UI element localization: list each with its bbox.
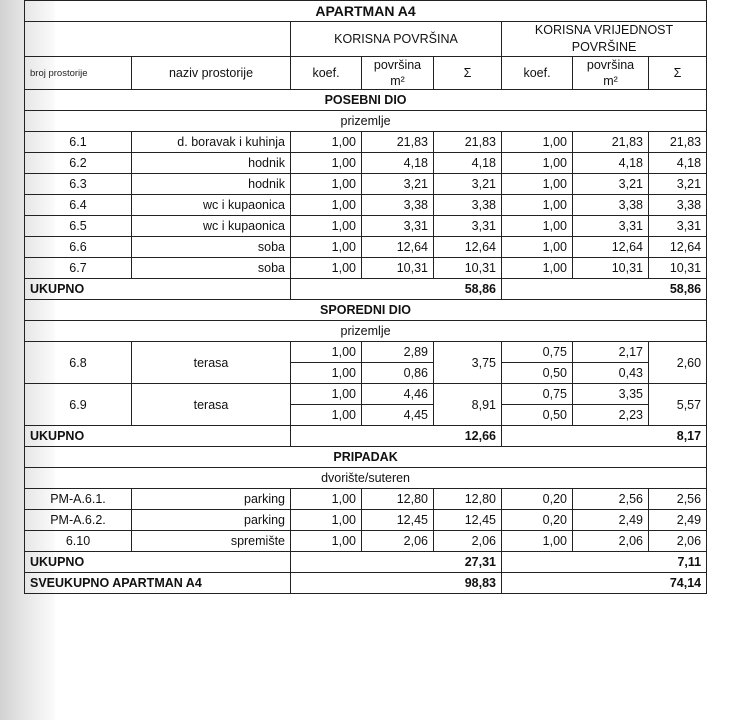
sum-value-cell: 3,21 xyxy=(649,174,707,195)
table-row xyxy=(25,174,707,195)
area-cell: 4,46 xyxy=(362,384,434,405)
sum-value-cell: 2,49 xyxy=(649,510,707,531)
sum-cell: 3,21 xyxy=(434,174,502,195)
area-cell: 21,83 xyxy=(362,132,434,153)
col-koef-1: koef. xyxy=(291,57,362,90)
floor-label: prizemlje xyxy=(25,111,707,132)
koef-cell: 1,00 xyxy=(291,405,362,426)
section-title-row xyxy=(25,90,707,111)
room-number: PM-A.6.1. xyxy=(25,489,132,510)
room-name: d. boravak i kuhinja xyxy=(132,132,291,153)
sum-cell: 3,31 xyxy=(434,216,502,237)
floor-row xyxy=(25,468,707,489)
floor-row xyxy=(25,321,707,342)
col-naziv: naziv prostorije xyxy=(132,57,291,90)
total-vrijednost: 74,14 xyxy=(502,573,707,594)
koef-value-cell: 1,00 xyxy=(502,531,573,552)
total-korisna: 27,31 xyxy=(291,552,502,573)
section-title: SPOREDNI DIO xyxy=(25,300,707,321)
sum-value-cell: 3,38 xyxy=(649,195,707,216)
koef-value-cell: 0,20 xyxy=(502,489,573,510)
area-value-cell: 2,49 xyxy=(573,510,649,531)
table-row xyxy=(25,216,707,237)
floor-label: prizemlje xyxy=(25,321,707,342)
area-value-cell: 4,18 xyxy=(573,153,649,174)
table-row xyxy=(25,384,707,405)
area-value-cell: 12,64 xyxy=(573,237,649,258)
area-cell: 12,45 xyxy=(362,510,434,531)
sum-value-cell: 5,57 xyxy=(649,384,707,426)
section-title: PRIPADAK xyxy=(25,447,707,468)
koef-value-cell: 0,50 xyxy=(502,363,573,384)
koef-cell: 1,00 xyxy=(291,237,362,258)
koef-value-cell: 0,75 xyxy=(502,342,573,363)
area-value-cell: 3,38 xyxy=(573,195,649,216)
col-sum-1: Σ xyxy=(434,57,502,90)
area-value-cell: 2,06 xyxy=(573,531,649,552)
sum-cell: 12,80 xyxy=(434,489,502,510)
area-cell: 3,38 xyxy=(362,195,434,216)
area-value-cell: 2,23 xyxy=(573,405,649,426)
koef-cell: 1,00 xyxy=(291,510,362,531)
room-number: 6.2 xyxy=(25,153,132,174)
room-name: wc i kupaonica xyxy=(132,195,291,216)
koef-value-cell: 1,00 xyxy=(502,237,573,258)
koef-cell: 1,00 xyxy=(291,384,362,405)
table-row xyxy=(25,258,707,279)
room-name: spremište xyxy=(132,531,291,552)
total-label: SVEUKUPNO APARTMAN A4 xyxy=(25,573,291,594)
room-number: 6.6 xyxy=(25,237,132,258)
room-name: parking xyxy=(132,510,291,531)
area-cell: 4,45 xyxy=(362,405,434,426)
vrijednost-header: KORISNA VRIJEDNOST POVRŠINE xyxy=(502,22,707,57)
title-row xyxy=(25,1,707,22)
room-number: PM-A.6.2. xyxy=(25,510,132,531)
sum-value-cell: 2,56 xyxy=(649,489,707,510)
table-row xyxy=(25,489,707,510)
total-vrijednost: 8,17 xyxy=(502,426,707,447)
room-name: terasa xyxy=(132,342,291,384)
koef-cell: 1,00 xyxy=(291,174,362,195)
koef-value-cell: 0,50 xyxy=(502,405,573,426)
total-vrijednost: 58,86 xyxy=(502,279,707,300)
area-value-cell: 10,31 xyxy=(573,258,649,279)
total-korisna: 12,66 xyxy=(291,426,502,447)
table-row xyxy=(25,531,707,552)
total-row xyxy=(25,279,707,300)
area-value-cell: 0,43 xyxy=(573,363,649,384)
apartment-title: APARTMAN A4 xyxy=(25,1,707,22)
koef-cell: 1,00 xyxy=(291,258,362,279)
room-name: hodnik xyxy=(132,153,291,174)
koef-value-cell: 1,00 xyxy=(502,174,573,195)
koef-value-cell: 1,00 xyxy=(502,153,573,174)
area-value-cell: 2,56 xyxy=(573,489,649,510)
room-name: wc i kupaonica xyxy=(132,216,291,237)
sum-cell: 12,64 xyxy=(434,237,502,258)
area-value-cell: 21,83 xyxy=(573,132,649,153)
sum-value-cell: 2,60 xyxy=(649,342,707,384)
section-title-row xyxy=(25,447,707,468)
koef-cell: 1,00 xyxy=(291,342,362,363)
sum-cell: 4,18 xyxy=(434,153,502,174)
sum-value-cell: 12,64 xyxy=(649,237,707,258)
area-cell: 12,80 xyxy=(362,489,434,510)
total-label: UKUPNO xyxy=(25,426,291,447)
total-korisna: 58,86 xyxy=(291,279,502,300)
room-name: terasa xyxy=(132,384,291,426)
floor-label: dvorište/suteren xyxy=(25,468,707,489)
section-title-row xyxy=(25,300,707,321)
area-cell: 2,89 xyxy=(362,342,434,363)
sum-cell: 3,75 xyxy=(434,342,502,384)
room-number: 6.9 xyxy=(25,384,132,426)
koef-value-cell: 1,00 xyxy=(502,216,573,237)
sum-value-cell: 10,31 xyxy=(649,258,707,279)
area-value-cell: 3,21 xyxy=(573,174,649,195)
room-name: soba xyxy=(132,258,291,279)
col-koef-2: koef. xyxy=(502,57,573,90)
room-number: 6.3 xyxy=(25,174,132,195)
floor-row xyxy=(25,111,707,132)
korisna-header: KORISNA POVRŠINA xyxy=(291,22,502,57)
table-row xyxy=(25,237,707,258)
sum-value-cell: 3,31 xyxy=(649,216,707,237)
koef-value-cell: 1,00 xyxy=(502,132,573,153)
grand-total-row xyxy=(25,573,707,594)
room-name: soba xyxy=(132,237,291,258)
koef-value-cell: 1,00 xyxy=(502,195,573,216)
table-row xyxy=(25,342,707,363)
room-number: 6.4 xyxy=(25,195,132,216)
koef-cell: 1,00 xyxy=(291,531,362,552)
col-povrsina-2: površina m² xyxy=(573,57,649,90)
area-value-cell: 3,35 xyxy=(573,384,649,405)
table-row xyxy=(25,195,707,216)
area-value-cell: 3,31 xyxy=(573,216,649,237)
column-header-row xyxy=(25,57,707,90)
koef-value-cell: 1,00 xyxy=(502,258,573,279)
total-label: UKUPNO xyxy=(25,552,291,573)
area-cell: 2,06 xyxy=(362,531,434,552)
table-row xyxy=(25,153,707,174)
col-sum-2: Σ xyxy=(649,57,707,90)
koef-cell: 1,00 xyxy=(291,132,362,153)
area-cell: 4,18 xyxy=(362,153,434,174)
sum-cell: 12,45 xyxy=(434,510,502,531)
koef-cell: 1,00 xyxy=(291,195,362,216)
sum-cell: 10,31 xyxy=(434,258,502,279)
sum-value-cell: 21,83 xyxy=(649,132,707,153)
total-row xyxy=(25,552,707,573)
room-number: 6.5 xyxy=(25,216,132,237)
header-group-row xyxy=(25,22,707,57)
area-cell: 12,64 xyxy=(362,237,434,258)
total-label: UKUPNO xyxy=(25,279,291,300)
koef-cell: 1,00 xyxy=(291,153,362,174)
total-korisna: 98,83 xyxy=(291,573,502,594)
sum-value-cell: 4,18 xyxy=(649,153,707,174)
col-povrsina-1: površina m² xyxy=(362,57,434,90)
koef-cell: 1,00 xyxy=(291,216,362,237)
room-number: 6.10 xyxy=(25,531,132,552)
section-title: POSEBNI DIO xyxy=(25,90,707,111)
sum-cell: 2,06 xyxy=(434,531,502,552)
room-number: 6.7 xyxy=(25,258,132,279)
sum-cell: 3,38 xyxy=(434,195,502,216)
area-cell: 3,31 xyxy=(362,216,434,237)
sum-value-cell: 2,06 xyxy=(649,531,707,552)
room-number: 6.8 xyxy=(25,342,132,384)
room-number: 6.1 xyxy=(25,132,132,153)
sum-cell: 21,83 xyxy=(434,132,502,153)
table-row xyxy=(25,132,707,153)
sum-cell: 8,91 xyxy=(434,384,502,426)
apartment-area-table xyxy=(24,0,707,594)
area-cell: 0,86 xyxy=(362,363,434,384)
koef-value-cell: 0,75 xyxy=(502,384,573,405)
koef-value-cell: 0,20 xyxy=(502,510,573,531)
area-cell: 10,31 xyxy=(362,258,434,279)
area-cell: 3,21 xyxy=(362,174,434,195)
room-name: parking xyxy=(132,489,291,510)
table-row xyxy=(25,510,707,531)
total-row xyxy=(25,426,707,447)
area-value-cell: 2,17 xyxy=(573,342,649,363)
room-name: hodnik xyxy=(132,174,291,195)
total-vrijednost: 7,11 xyxy=(502,552,707,573)
col-broj: broj prostorije xyxy=(25,57,132,90)
koef-cell: 1,00 xyxy=(291,489,362,510)
koef-cell: 1,00 xyxy=(291,363,362,384)
